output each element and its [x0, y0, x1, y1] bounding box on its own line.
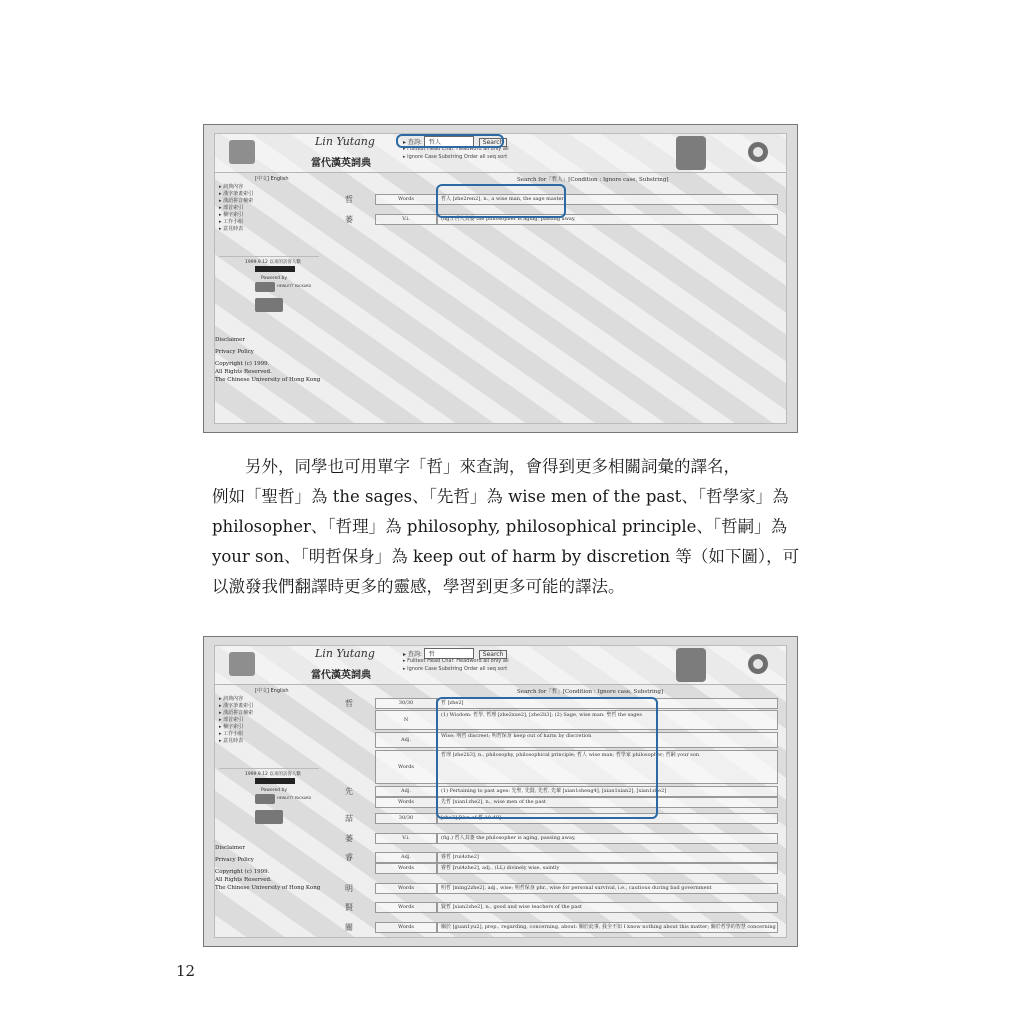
hp-label: HEWLETT PACKARD — [277, 796, 312, 800]
copyright-line: Copyright (c) 1999. — [215, 361, 270, 367]
sidebar-divider — [219, 768, 319, 769]
menu-item[interactable]: ▸ 漢字筆畫索引 — [219, 191, 253, 198]
definition: 明哲 [ming2zhe2], adj., wise; 明哲保身 phr., wise for personal survival, i.e., cautious during bad government — [437, 883, 778, 894]
search-options-line-1[interactable]: ▸ Fulltext Head Char. Headword all only all — [403, 146, 509, 152]
search-button[interactable]: Search — [479, 138, 508, 147]
browser-icon[interactable] — [748, 654, 768, 674]
search-for-heading: Search for「哲」[Condition : Ignore case, Substring] — [517, 689, 664, 695]
definition: 哲人 [zhe2ren2], n., a wise man, the sage master — [437, 194, 778, 205]
sidebar-menu — [219, 184, 253, 233]
menu-item[interactable]: ▸ 漢語拼音檢索 — [219, 710, 253, 717]
menu-item[interactable]: ▸ 詞典內容 — [219, 696, 253, 703]
logo-script: Lin Yutang — [315, 135, 375, 148]
hp-logo-icon — [255, 282, 275, 292]
search-options-line-1[interactable]: ▸ Fulltext Head Char. Headword all only all — [403, 658, 509, 664]
page-number: 12 — [176, 962, 196, 980]
logo-script: Lin Yutang — [315, 647, 375, 660]
screenshot-1 — [203, 124, 798, 433]
counter-label: 1999.9.12 以來的訪客人數 — [245, 260, 301, 265]
visitor-counter — [255, 778, 295, 784]
part-of-speech: V.i. — [375, 214, 437, 225]
search-label: ▸ 查詢: — [403, 651, 422, 658]
search-options-line-2[interactable]: ▸ Ignore Case Substring Order all seq sort — [403, 666, 508, 672]
head-char[interactable]: 明 — [345, 884, 353, 893]
part-of-speech: Adj. — [375, 786, 437, 797]
part-of-speech: Words — [375, 797, 437, 808]
head-char[interactable]: 喆 — [345, 814, 353, 823]
hp-logo-icon — [255, 794, 275, 804]
search-for-heading: Search for「哲人」[Condition : Ignore case, Substring] — [517, 177, 669, 183]
definition: (fig.) 哲人其萎 the philosopher is aging, passing away, — [437, 214, 778, 225]
sponsor-logo-icon — [255, 298, 283, 312]
head-char[interactable]: 哲 — [345, 699, 353, 708]
logo-title: 當代漢英詞典 — [311, 670, 371, 681]
part-of-speech: Words — [375, 194, 437, 205]
head-char[interactable]: 萎 — [345, 834, 353, 843]
part-of-speech: 30/30 — [375, 698, 437, 709]
head-char[interactable]: 萎 — [345, 215, 353, 224]
powered-by: Powered by — [261, 276, 288, 281]
copyright-line: Copyright (c) 1999. — [215, 869, 270, 875]
body-paragraph — [212, 452, 800, 602]
disclaimer-link[interactable]: Disclaimer — [215, 337, 245, 343]
definition: 哲理 [zhe2li3], n., philosophy, philosophical principle; 哲人 wise man; 哲學家 philosopher; 哲嗣 your son — [437, 750, 778, 784]
visitor-counter — [255, 266, 295, 272]
menu-item[interactable]: ▸ 部首索引 — [219, 205, 253, 212]
sidebar-menu — [219, 696, 253, 745]
highlight-search-box — [396, 134, 504, 148]
menu-item[interactable]: ▸ 工作小組 — [219, 731, 253, 738]
part-of-speech: Words — [375, 883, 437, 894]
paragraph-line: 以激發我們翻譯時更多的靈感，學習到更多可能的譯法。 — [212, 577, 625, 596]
screenshot-2 — [203, 636, 798, 947]
head-char[interactable]: 哲 — [345, 195, 353, 204]
language-switch[interactable]: [中文] English — [255, 688, 289, 694]
menu-item[interactable]: ▸ 檢字索引 — [219, 212, 253, 219]
menu-item[interactable]: ▸ 詞典內容 — [219, 184, 253, 191]
sidebar-divider — [219, 256, 319, 257]
menu-item[interactable]: ▸ 部首索引 — [219, 717, 253, 724]
browser-icon[interactable] — [748, 142, 768, 162]
powered-by: Powered by — [261, 788, 288, 793]
temple-logo-icon — [676, 136, 706, 170]
definition: 睿哲 [rui4zhe2], adj., (LL) divinely wise, saintly — [437, 863, 778, 874]
part-of-speech: Words — [375, 902, 437, 913]
search-input[interactable]: 哲人 — [424, 136, 474, 147]
university-crest-icon — [229, 652, 255, 676]
language-switch[interactable]: [中文] English — [255, 176, 289, 182]
part-of-speech: N — [375, 710, 437, 730]
copyright-line: All Rights Reserved. — [215, 369, 272, 375]
menu-item[interactable]: ▸ 意見時表 — [219, 738, 253, 745]
menu-item[interactable]: ▸ 意見時表 — [219, 226, 253, 233]
sidebar-links — [215, 844, 320, 892]
menu-item[interactable]: ▸ 漢語拼音檢索 — [219, 198, 253, 205]
disclaimer-link[interactable]: Disclaimer — [215, 845, 245, 851]
definition: Wise: 明哲 discreet; 明哲保身 keep out of harm by discretion — [437, 732, 778, 748]
privacy-link[interactable]: Privacy Policy — [215, 349, 254, 355]
head-char[interactable]: 睿 — [345, 853, 353, 862]
university-crest-icon — [229, 140, 255, 164]
definition: [zhe2] [Var. of 哲 10:49] — [437, 813, 778, 824]
paragraph-line: 另外，同學也可用單字「哲」來查詢，會得到更多相關詞彙的譯名， — [212, 457, 740, 476]
sidebar — [215, 684, 325, 937]
site-header — [215, 646, 786, 685]
part-of-speech: 30/30 — [375, 813, 437, 824]
copyright-line: The Chinese University of Hong Kong — [215, 885, 321, 891]
paragraph-line: your son、「明哲保身」為 keep out of harm by discretion 等（如下圖），可 — [212, 547, 800, 566]
search-button[interactable]: Search — [479, 650, 508, 659]
part-of-speech: Adj. — [375, 852, 437, 863]
definition: 賢哲 [xian2zhe2], n., good and wise teachers of the past — [437, 902, 778, 913]
dictionary-window-1 — [214, 133, 787, 424]
definition: 關於 [guan1yu2], prep., regarding, concerning, about: 關於此事, 我全不知 I know nothing about this matter; 關於哲學的智慧 concerning — [437, 922, 778, 933]
head-char[interactable]: 關 — [345, 923, 353, 932]
definition: (1) Pertaining to past ages: 先聖, 先賢, 先哲, 先輩 [xian1sheng4], [xian1xian2], [xian1zhe2] — [437, 786, 778, 797]
highlight-results — [436, 697, 658, 819]
search-input[interactable]: 哲 — [424, 648, 474, 659]
definition: (fig.) 哲人其萎 the philosopher is aging, passing away, — [437, 833, 778, 844]
definition: 先哲 [xian1zhe2], n., wise men of the past — [437, 797, 778, 808]
head-char[interactable]: 賢 — [345, 903, 353, 912]
head-char[interactable]: 先 — [345, 787, 353, 796]
counter-label: 1999.9.12 以來的訪客人數 — [245, 772, 301, 777]
menu-item[interactable]: ▸ 漢字筆畫索引 — [219, 703, 253, 710]
temple-logo-icon — [676, 648, 706, 682]
definition: 哲 [zhe2] — [437, 698, 778, 709]
menu-item[interactable]: ▸ 檢字索引 — [219, 724, 253, 731]
hp-label: HEWLETT PACKARD — [277, 284, 312, 288]
part-of-speech: Words — [375, 750, 437, 784]
search-label: ▸ 查詢: — [403, 139, 422, 146]
definition: 睿哲 [rui4zhe2] — [437, 852, 778, 863]
logo-title: 當代漢英詞典 — [311, 158, 371, 169]
privacy-link[interactable]: Privacy Policy — [215, 857, 254, 863]
definition: (1) Wisdom: 哲學, 哲理 [zhe2xue2], [zhe2li3]; (2) Sage, wise man: 聖哲 the sages — [437, 710, 778, 730]
part-of-speech: Words — [375, 863, 437, 874]
sidebar — [215, 172, 325, 423]
sidebar-links — [215, 336, 320, 384]
copyright-line: The Chinese University of Hong Kong — [215, 377, 321, 383]
sponsor-logo-icon — [255, 810, 283, 824]
part-of-speech: Adj. — [375, 732, 437, 748]
part-of-speech: V.i. — [375, 833, 437, 844]
part-of-speech: Words — [375, 922, 437, 933]
search-options-line-2[interactable]: ▸ Ignore Case Substring Order all seq sort — [403, 154, 508, 160]
copyright-line: All Rights Reserved. — [215, 877, 272, 883]
paragraph-line: philosopher、「哲理」為 philosophy, philosophical principle、「哲嗣」為 — [212, 517, 788, 536]
menu-item[interactable]: ▸ 工作小組 — [219, 219, 253, 226]
paragraph-line: 例如「聖哲」為 the sages、「先哲」為 wise men of the past、「哲學家」為 — [212, 487, 789, 506]
highlight-results — [436, 184, 566, 218]
